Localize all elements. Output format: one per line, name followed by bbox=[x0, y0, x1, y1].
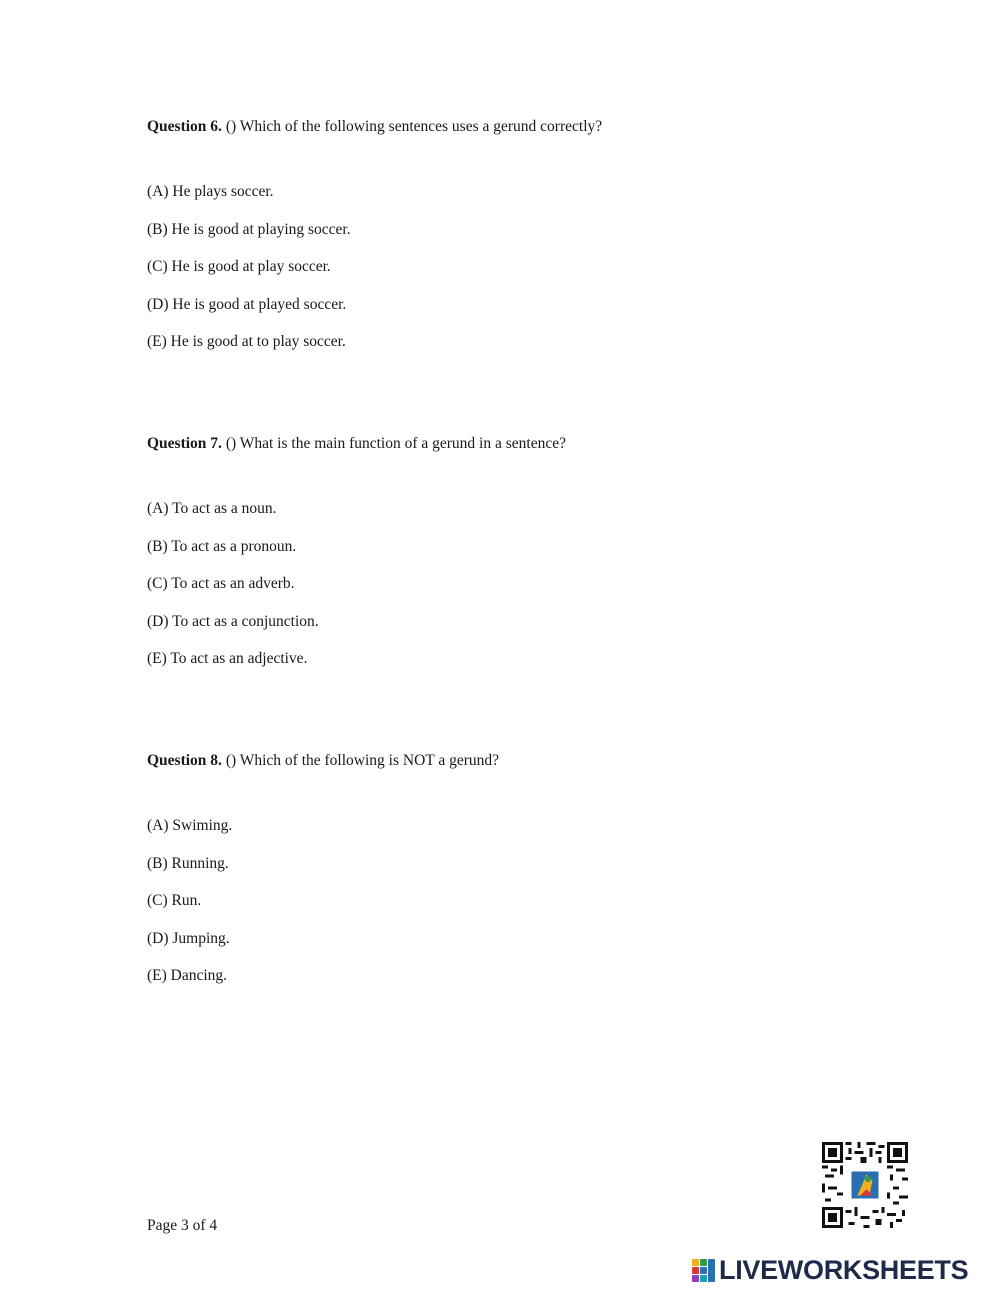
question-6-options bbox=[147, 182, 351, 370]
question-6-option-e: (E) He is good at to play soccer. bbox=[147, 333, 346, 351]
question-6-prompt: () Which of the following sentences uses a gerund correctly? bbox=[221, 118, 603, 135]
question-8-number: Question 8. bbox=[147, 752, 222, 769]
question-7-options bbox=[147, 499, 319, 687]
question-8-heading bbox=[147, 751, 499, 771]
liveworksheets-brand bbox=[692, 1255, 968, 1285]
question-8-option-e: (E) Dancing. bbox=[147, 967, 228, 985]
question-7-option-b: (B) To act as a pronoun. bbox=[147, 537, 297, 555]
question-6 bbox=[147, 117, 603, 351]
question-6-number: Question 6. bbox=[147, 118, 222, 135]
question-7-option-a: (A) To act as a noun. bbox=[147, 500, 277, 517]
question-7-option-e: (E) To act as an adjective. bbox=[147, 650, 308, 668]
question-8-option-d: (D) Jumping. bbox=[147, 929, 230, 947]
question-6-option-d: (D) He is good at played soccer. bbox=[147, 295, 347, 313]
liveworksheets-logo-icon bbox=[692, 1258, 716, 1282]
question-7-prompt: () What is the main function of a gerund in a sentence? bbox=[221, 435, 566, 452]
question-7-heading bbox=[147, 434, 566, 454]
question-8-options bbox=[147, 816, 232, 1004]
question-7-number: Question 7. bbox=[147, 435, 222, 452]
question-8-prompt: () Which of the following is NOT a gerund? bbox=[221, 752, 500, 769]
page-number: Page 3 of 4 bbox=[147, 1217, 218, 1234]
question-8 bbox=[147, 751, 500, 985]
question-7-option-d: (D) To act as a conjunction. bbox=[147, 612, 319, 630]
liveworksheets-logo-text: LIVEWORKSHEETS bbox=[719, 1255, 969, 1285]
qr-code-icon bbox=[822, 1142, 908, 1228]
question-8-option-b: (B) Running. bbox=[147, 854, 229, 872]
question-6-option-b: (B) He is good at playing soccer. bbox=[147, 220, 351, 238]
question-6-option-a: (A) He plays soccer. bbox=[147, 183, 274, 200]
question-7 bbox=[147, 434, 566, 668]
question-7-option-c: (C) To act as an adverb. bbox=[147, 575, 295, 593]
question-8-option-a: (A) Swiming. bbox=[147, 817, 233, 834]
question-8-option-c: (C) Run. bbox=[147, 892, 202, 910]
question-6-heading bbox=[147, 117, 602, 137]
question-6-option-c: (C) He is good at play soccer. bbox=[147, 258, 331, 276]
